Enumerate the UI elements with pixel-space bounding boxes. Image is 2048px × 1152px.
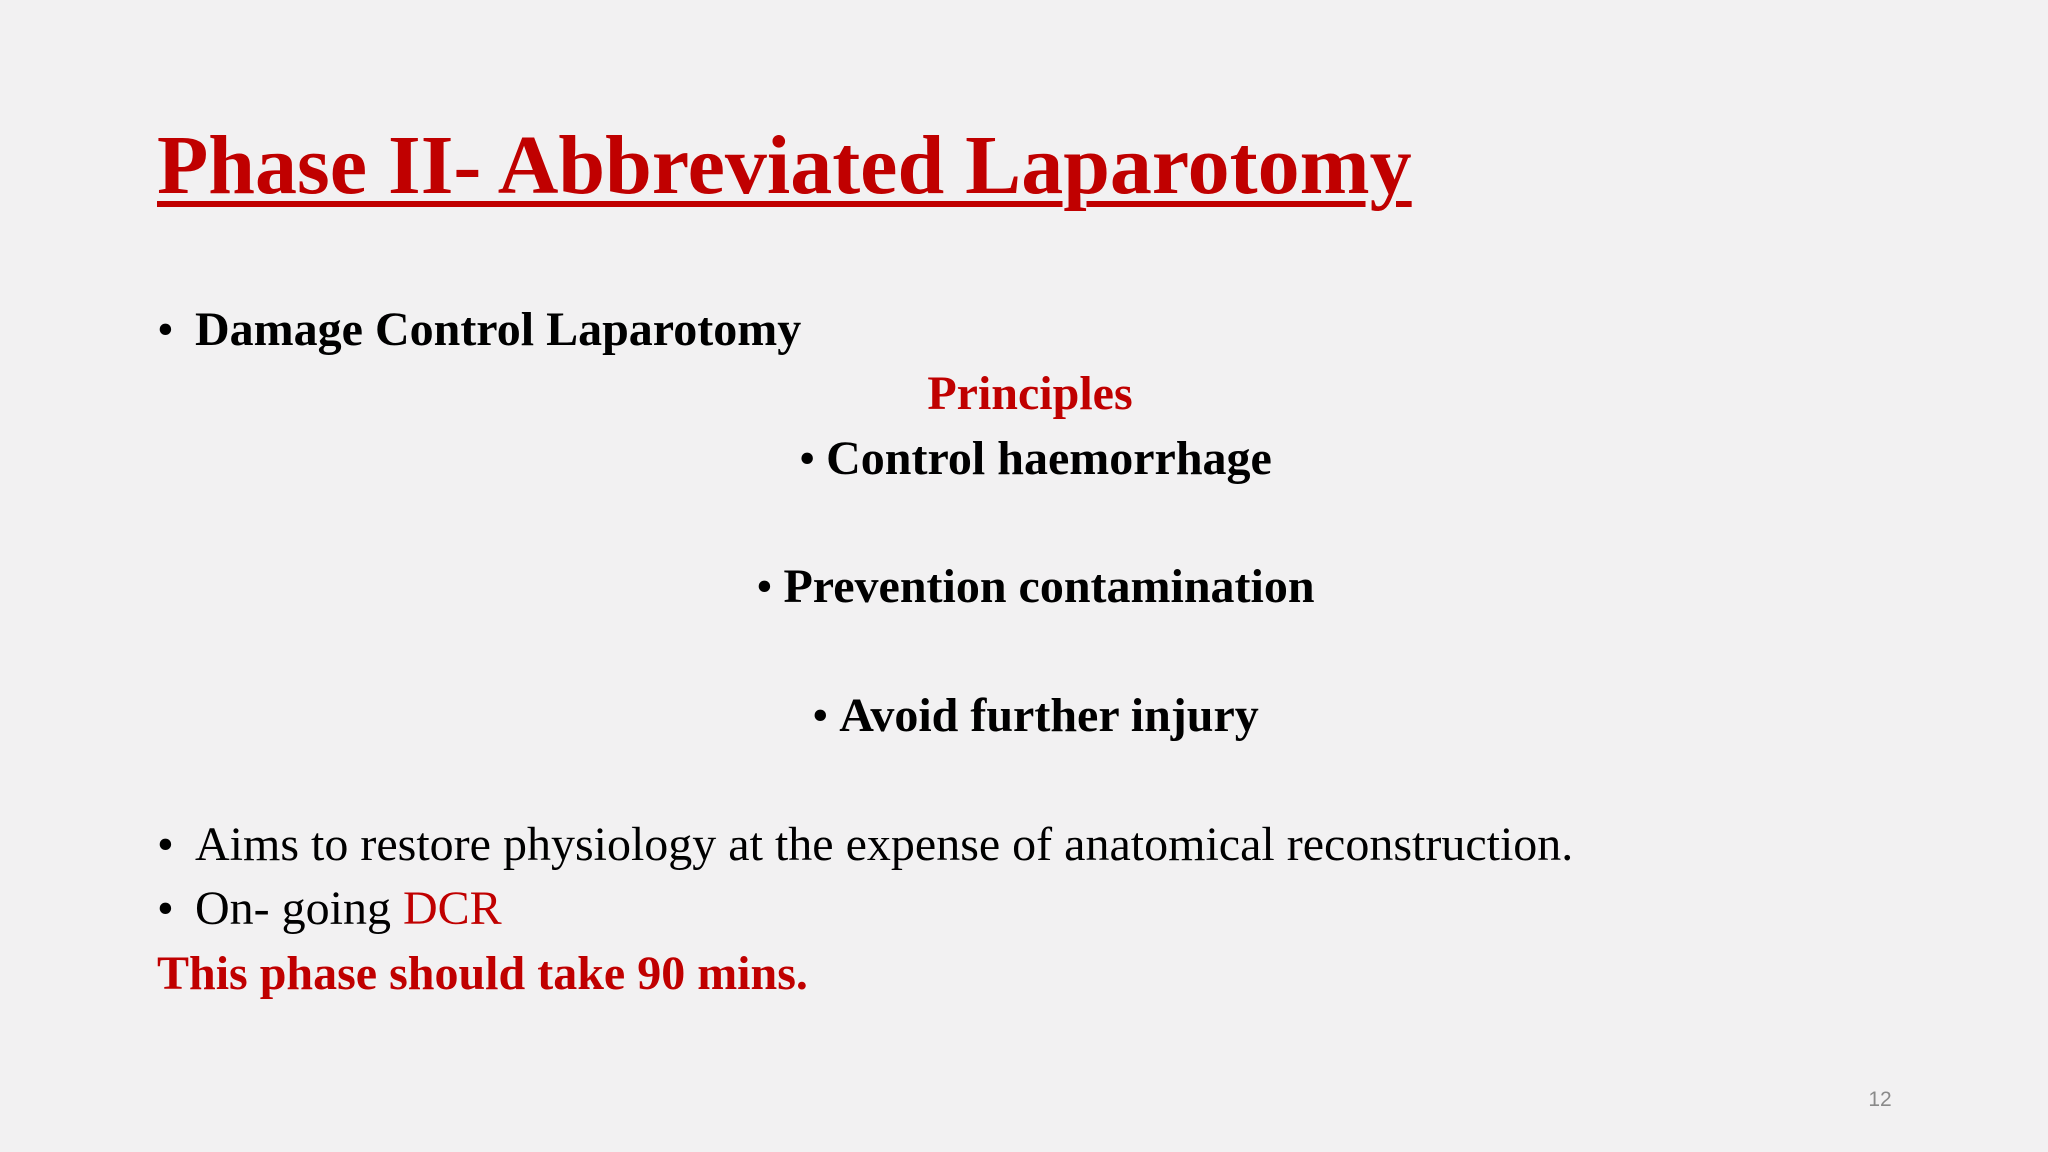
bullet-dot: •: [157, 882, 174, 935]
bullet-text: Aims to restore physiology at the expense of anatomical reconstruction.: [195, 818, 1574, 871]
principle-item: [0, 560, 2048, 613]
closing-note: This phase should take 90 mins.: [157, 947, 808, 1000]
principle-text: Avoid further injury: [839, 689, 1259, 742]
principle-text: Control haemorrhage: [826, 432, 1272, 485]
bullet-dot: •: [157, 303, 174, 356]
dcr-highlight: DCR: [402, 882, 502, 935]
bullet-text: On- going: [195, 882, 403, 935]
page-number: 12: [1868, 1088, 1892, 1111]
slide-title: Phase II- Abbreviated Laparotomy: [157, 119, 1412, 212]
bullet-dot: •: [157, 818, 174, 871]
bullet-text: Damage Control Laparotomy: [195, 303, 802, 356]
bullet-dot: •: [811, 689, 829, 742]
principles-heading: Principles: [927, 367, 1133, 420]
principle-item: [0, 432, 2048, 485]
bullet-damage-control: [157, 303, 802, 356]
principle-text: Prevention contamination: [783, 560, 1315, 613]
bullet-aims: [157, 818, 1574, 871]
bullet-dot: •: [756, 560, 773, 613]
bullet-dot: •: [798, 432, 816, 485]
bullet-ongoing: [157, 882, 502, 935]
principle-item: [0, 689, 2048, 742]
